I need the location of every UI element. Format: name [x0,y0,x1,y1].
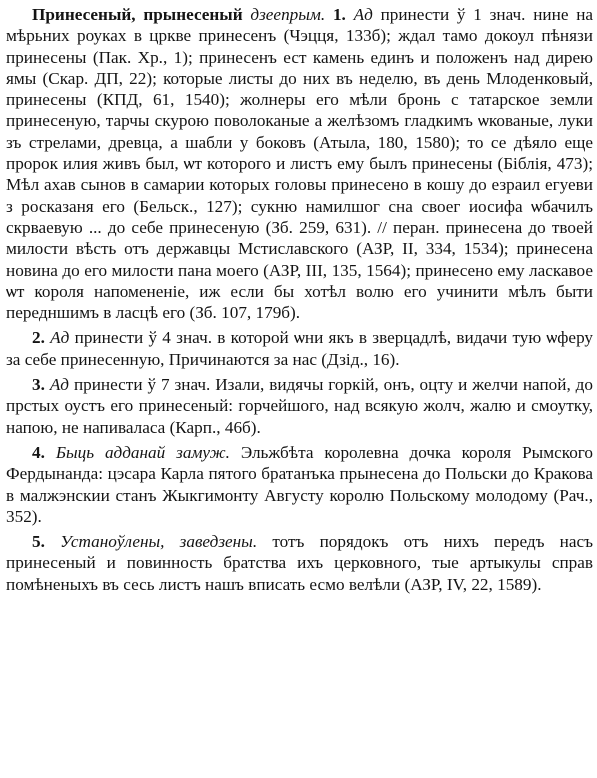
sense-definition: Ад [50,328,70,348]
sense-definition: Устаноўлены, заведзены. [60,532,258,552]
sense-text: принести ў 1 знач. нине на мѣрьних роуках в цркве принесенъ (Чэцця, 133б); ждал тамо докоул пѣнязи принесены (Пак. Хр., 1); принесенъ ест камень единъ и положенъ над дирею ямы (Скар. ДП, 22); которые листы до них въ неделю, въ день Млоденковый, принесены (КПД, 61, 1540); жолнеры его мѣли бронь с татарское земли принесеную, тарчы скурою поволоканые а желѣзомъ гладкимъ ѡкованые, луки зъ стрелами, древца, а шабли у боковъ (Атыла, 180, 1580); то се дѣяло еще пророк илия живъ был, ѡт которого и листъ ему былъ принесены (Біблія, 473); Мѣл ахав сынов в самарии которых головы принесено в кошу до езраил егуеви з росказаня его (Бельск., 127); сукню намилшог сна своег иосифа ѡбачилъ скрваевую ... до себе принесеную (Зб. 259, 631). // перан. принесена до твоей милости вѣсть отъ державцы Мстиславского (АЗР, II, 334, 1534); принесена новина до его милости пана моего (АЗР, III, 135, 1564); принесено ему ласкавое ѡт короля напомененіе, иж если бы хотѣл волю его учинити мѣлъ быти передншимъ в ласцѣ его (Зб. 107, 179б). [6,5,594,323]
dictionary-entry [6,4,593,595]
entry-pos: дзеепрым. [250,5,326,24]
sense-number: 4. [32,442,45,462]
sense-definition: Ад [353,5,373,24]
sense-number: 2. [32,328,45,348]
sense-number: 3. [32,375,45,395]
entry-sense-5 [6,531,593,595]
entry-sense-2 [6,327,593,370]
sense-number: 5. [32,532,45,552]
sense-definition: Быць адданай замуж. [55,442,230,462]
sense-definition: Ад [49,375,70,395]
sense-number: 1. [332,5,346,24]
sense-text: принести ў 4 знач. в которой ѡни якъ в зверцадлѣ, видачи тую ѡферу за себе принесенную, Причинаются за нас (Дзід., 16). [6,328,594,369]
sense-text: тотъ порядокъ отъ нихъ передъ насъ принесеный и повинность братства ихъ церковного, тые артыкулы справ помѣненыхъ въ сесь листъ нашъ вписать есмо велѣли (АЗР, IV, 22, 1589). [6,532,594,594]
entry-sense-1 [6,4,593,323]
entry-sense-3 [6,374,593,438]
entry-headword: Принесеный, прынесеный [32,5,243,24]
entry-sense-4 [6,442,593,527]
sense-text: принести ў 7 знач. Изали, видячы горкій, онъ, оцту и желчи напой, до прстых оустъ его принесеный: горчейшого, над всякую жолч, жалю и смоутку, напою, не напиваласа (Карп., 46б). [6,375,594,437]
sense-text: Эльжбѣта королевна дочка короля Рымского Фердынанда: цэсара Карла пятого братанъка прынесена до Польски до Кракова в малжэнскии станъ Жыкгимонту Августу королю Польскому молодому (Рач., 352). [6,442,594,526]
